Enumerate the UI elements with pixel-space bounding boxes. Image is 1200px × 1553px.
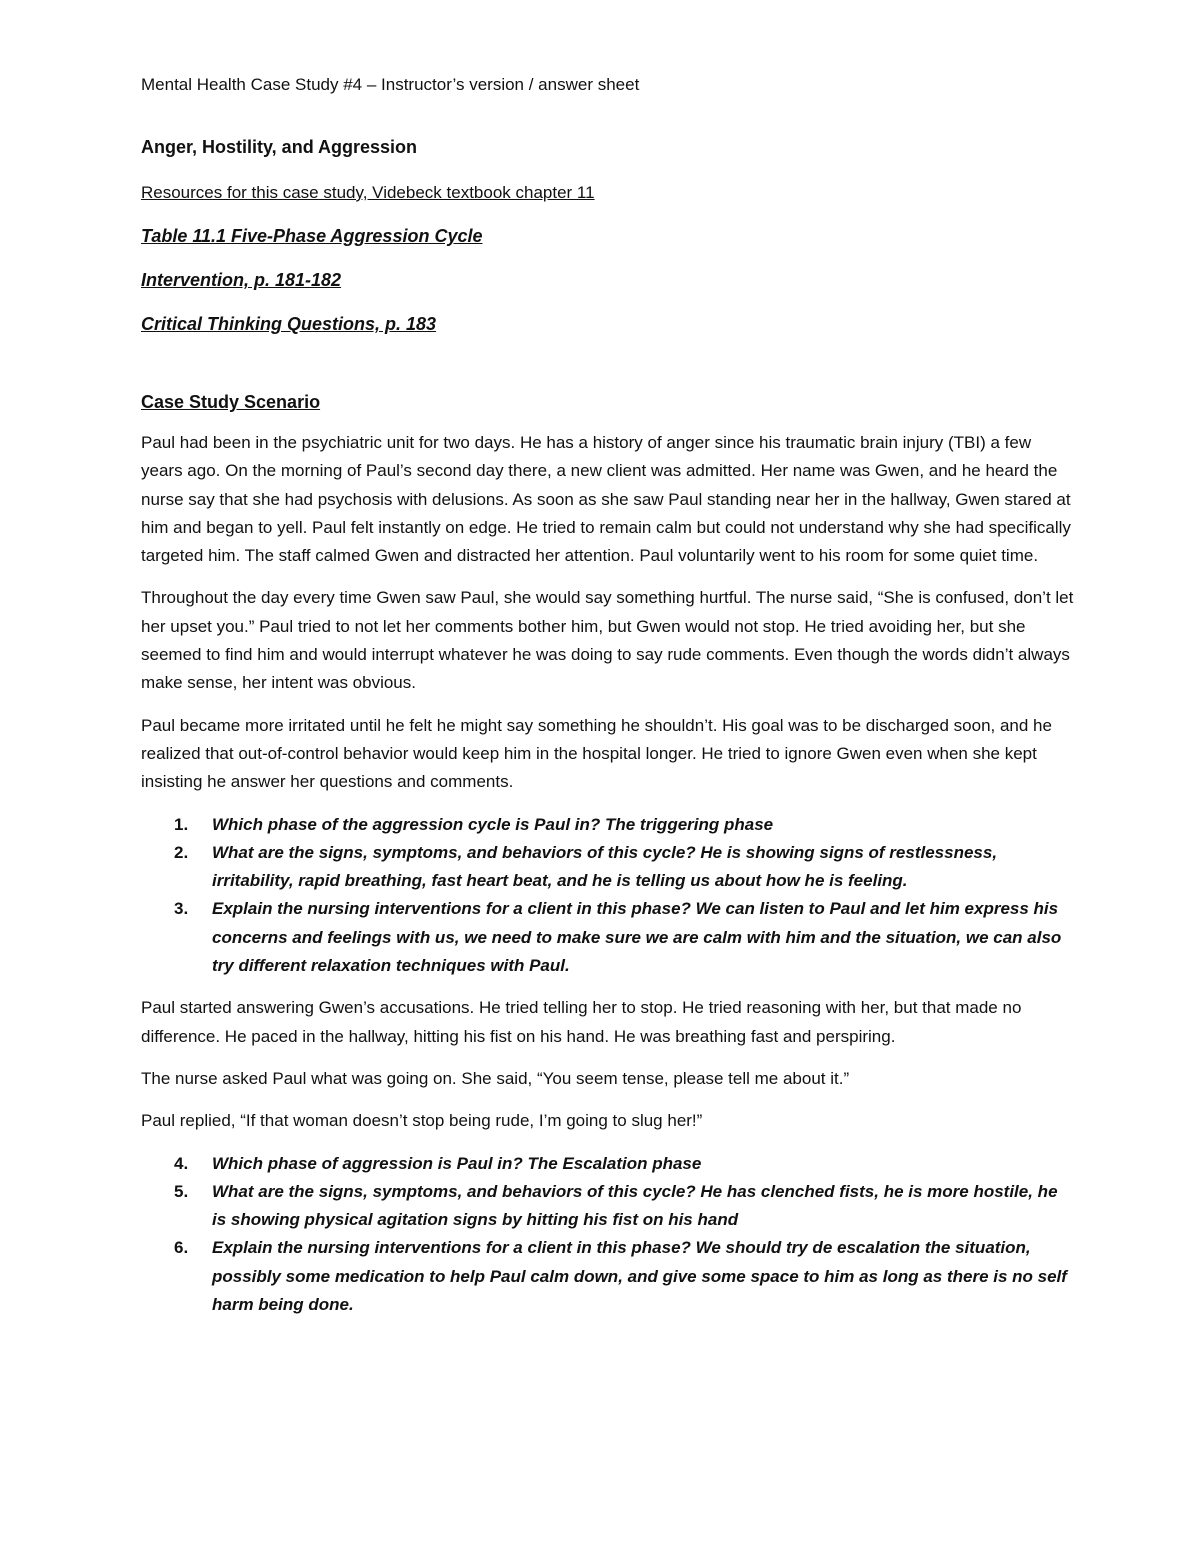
question-item xyxy=(141,811,1076,839)
question-number: 6. xyxy=(174,1238,189,1258)
question-number: 2. xyxy=(174,842,189,862)
document-page xyxy=(141,72,1076,1333)
question-number: 1. xyxy=(174,814,189,834)
question-item xyxy=(141,895,1076,980)
document-title: Anger, Hostility, and Aggression xyxy=(141,137,418,157)
question-text: What are the signs, symptoms, and behaviors of this cycle? He has clenched fists, he is more hostile, he is showing physical agitation signs by hitting his fist on his hand xyxy=(212,1181,1058,1230)
document-header: Mental Health Case Study #4 – Instructor’s version / answer sheet xyxy=(141,75,640,94)
question-number: 5. xyxy=(174,1181,189,1201)
resources-line: Resources for this case study, Videbeck textbook chapter 11 xyxy=(141,183,595,202)
question-list-1 xyxy=(141,811,1076,981)
question-text: Explain the nursing interventions for a client in this phase? We can listen to Paul and let him express his concerns and feelings with us, we need to make sure we are calm with him and the situation, we can also try different relaxation techniques with Paul. xyxy=(212,899,1062,976)
scenario-paragraph: Paul replied, “If that woman doesn’t stop being rude, I’m going to slug her!” xyxy=(141,1111,703,1131)
question-text: Which phase of the aggression cycle is Paul in? The triggering phase xyxy=(212,814,774,834)
question-number: 4. xyxy=(174,1153,189,1173)
scenario-paragraph: The nurse asked Paul what was going on. She said, “You seem tense, please tell me about it.” xyxy=(141,1068,850,1088)
question-item xyxy=(141,1234,1076,1319)
question-item xyxy=(141,1178,1076,1235)
scenario-paragraph: Paul had been in the psychiatric unit for two days. He has a history of anger since his traumatic brain injury (TBI) a few years ago. On the morning of Paul’s second day there, a new client was admitted. Her name was Gwen, and he heard the nurse say that she had psychosis with delusions. As soon as she saw Paul standing near her in the hallway, Gwen stared at him and began to yell. Paul felt instantly on edge. He tried to remain calm but could not understand why she had specifically targeted him. The staff calmed Gwen and distracted her attention. Paul voluntarily went to his room for some quiet time. xyxy=(141,433,1071,566)
question-number: 3. xyxy=(174,899,189,919)
question-list-2 xyxy=(141,1150,1076,1320)
reference-critical-thinking: Critical Thinking Questions, p. 183 xyxy=(141,314,437,334)
question-item xyxy=(141,839,1076,896)
scenario-heading: Case Study Scenario xyxy=(141,392,321,412)
question-text: Which phase of aggression is Paul in? The Escalation phase xyxy=(212,1153,702,1173)
scenario-paragraph: Paul started answering Gwen’s accusations. He tried telling her to stop. He tried reasoning with her, but that made no difference. He paced in the hallway, hitting his fist on his hand. He was breathing fast and perspiring. xyxy=(141,998,1022,1046)
question-text: What are the signs, symptoms, and behaviors of this cycle? He is showing signs of restlessness, irritability, rapid breathing, fast heart beat, and he is telling us about how he is feeling. xyxy=(212,842,998,891)
question-item xyxy=(141,1150,1076,1178)
reference-table: Table 11.1 Five-Phase Aggression Cycle xyxy=(141,226,483,246)
scenario-paragraph: Throughout the day every time Gwen saw Paul, she would say something hurtful. The nurse said, “She is confused, don’t let her upset you.” Paul tried to not let her comments bother him, but Gwen would not stop. He tried avoiding her, but she seemed to find him and would interrupt whatever he was doing to say rude comments. Even though the words didn’t always make sense, her intent was obvious. xyxy=(141,588,1074,693)
question-text: Explain the nursing interventions for a client in this phase? We should try de escalation the situation, possibly some medication to help Paul calm down, and give some space to him as long as there is no self harm being done. xyxy=(212,1238,1067,1315)
scenario-paragraph: Paul became more irritated until he felt he might say something he shouldn’t. His goal was to be discharged soon, and he realized that out-of-control behavior would keep him in the hospital longer. He tried to ignore Gwen even when she kept insisting he answer her questions and comments. xyxy=(141,715,1052,792)
reference-intervention: Intervention, p. 181-182 xyxy=(141,270,342,290)
